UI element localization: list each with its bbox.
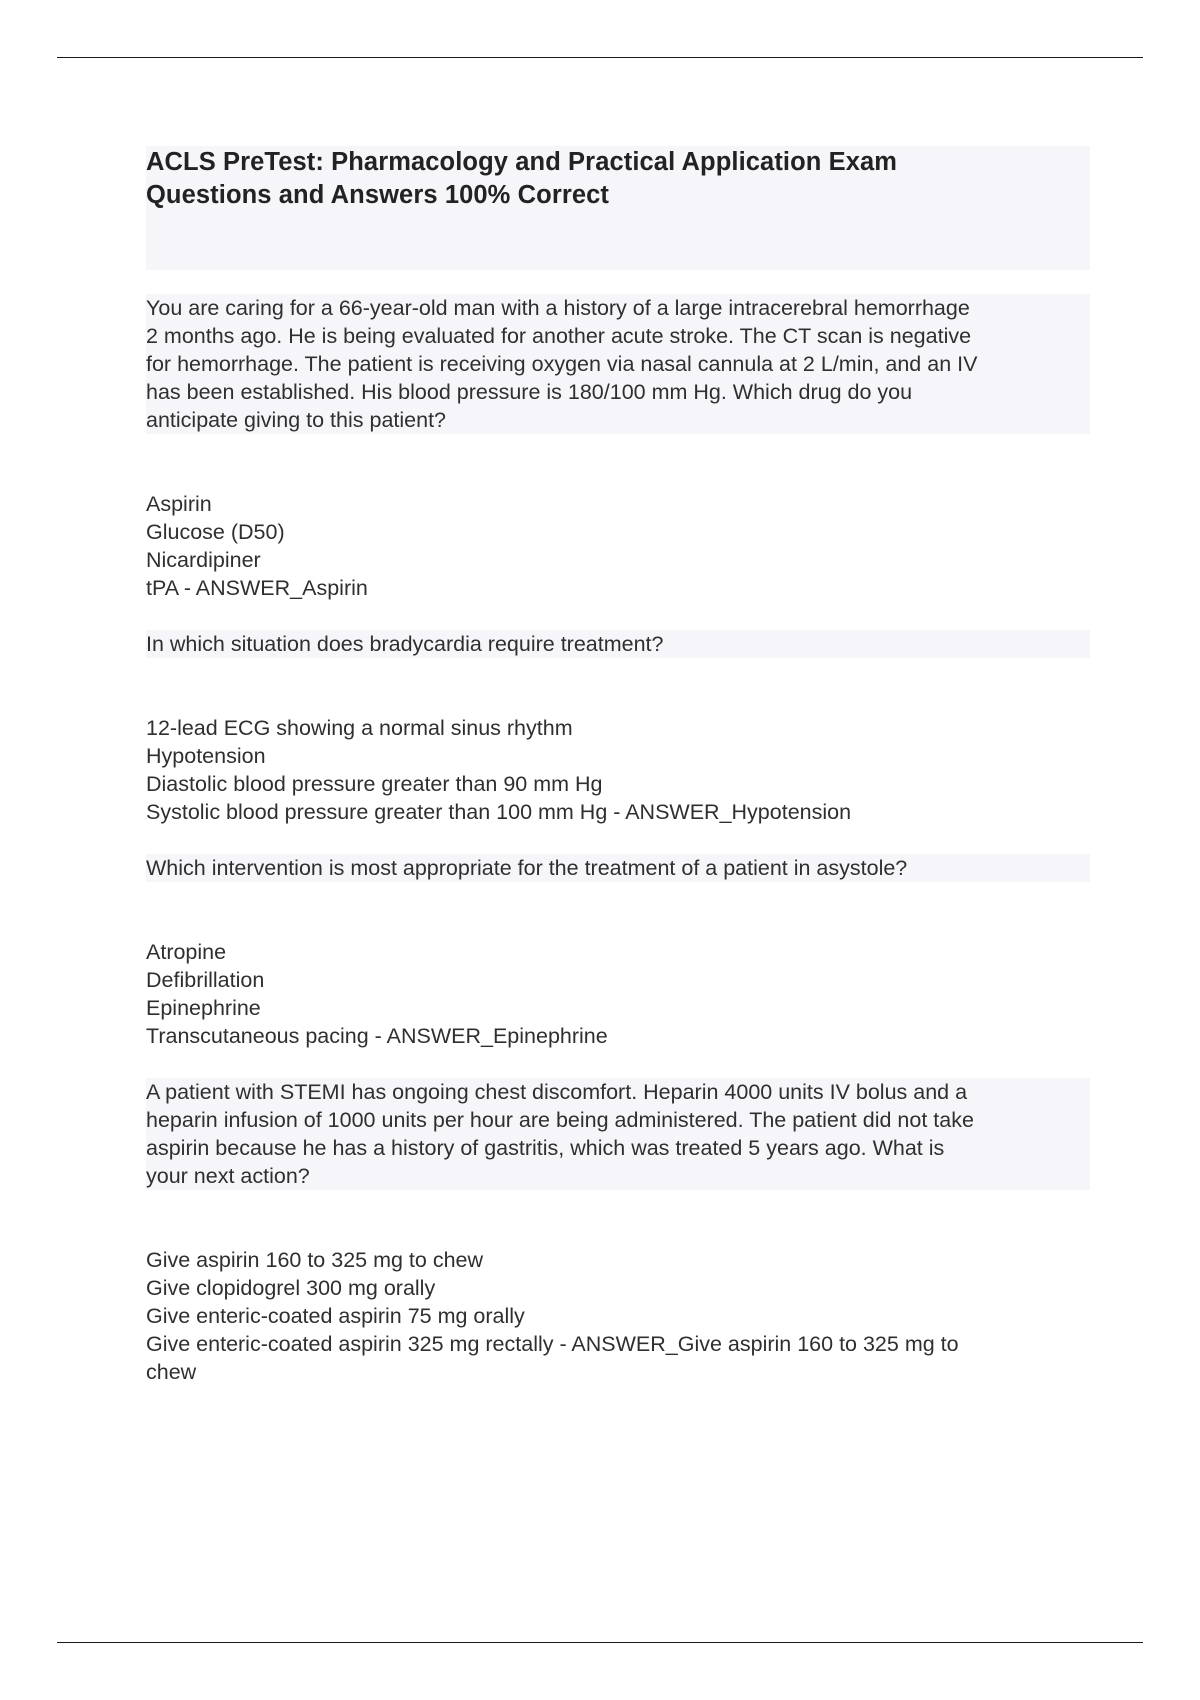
option-line: Glucose (D50) xyxy=(146,520,285,544)
option-line: chew xyxy=(146,1360,197,1384)
question-line: your next action? xyxy=(146,1164,310,1188)
spacer xyxy=(146,826,1090,854)
option-line: Give enteric-coated aspirin 325 mg rectally - ANSWER_Give aspirin 160 to 325 mg to xyxy=(146,1332,959,1356)
question-line: A patient with STEMI has ongoing chest discomfort. Heparin 4000 units IV bolus and a xyxy=(146,1080,968,1104)
question-line: anticipate giving to this patient? xyxy=(146,408,447,432)
document-body xyxy=(146,294,1090,1386)
question-block-3 xyxy=(146,854,1090,1050)
document-title xyxy=(146,146,1090,212)
option-line: Aspirin xyxy=(146,492,212,516)
top-rule xyxy=(57,57,1143,58)
option-line: Give aspirin 160 to 325 mg to chew xyxy=(146,1248,484,1272)
question-block-2 xyxy=(146,630,1090,826)
title-block xyxy=(146,146,1090,270)
question-text xyxy=(146,1078,1090,1190)
option-line: Nicardipiner xyxy=(146,548,261,572)
answer-options xyxy=(146,490,1090,602)
option-line: Give clopidogrel 300 mg orally xyxy=(146,1276,436,1300)
question-line: has been established. His blood pressure is 180/100 mm Hg. Which drug do you xyxy=(146,380,913,404)
option-line: Hypotension xyxy=(146,744,266,768)
spacer xyxy=(146,1190,1090,1246)
question-line: heparin infusion of 1000 units per hour are being administered. The patient did not take xyxy=(146,1108,974,1132)
question-line: You are caring for a 66-year-old man with a history of a large intracerebral hemorrhage xyxy=(146,296,970,320)
question-line: 2 months ago. He is being evaluated for another acute stroke. The CT scan is negative xyxy=(146,324,972,348)
answer-options xyxy=(146,1246,1090,1386)
option-line: Transcutaneous pacing - ANSWER_Epinephrine xyxy=(146,1024,608,1048)
option-line: Systolic blood pressure greater than 100 mm Hg - ANSWER_Hypotension xyxy=(146,800,852,824)
spacer xyxy=(146,602,1090,630)
question-line: aspirin because he has a history of gastritis, which was treated 5 years ago. What is xyxy=(146,1136,945,1160)
question-line: for hemorrhage. The patient is receiving oxygen via nasal cannula at 2 L/min, and an IV xyxy=(146,352,978,376)
option-line: Diastolic blood pressure greater than 90 mm Hg xyxy=(146,772,603,796)
spacer xyxy=(146,434,1090,490)
answer-options xyxy=(146,938,1090,1050)
question-text xyxy=(146,630,1090,658)
question-block-1 xyxy=(146,294,1090,602)
option-line: Defibrillation xyxy=(146,968,265,992)
spacer xyxy=(146,1050,1090,1078)
option-line: tPA - ANSWER_Aspirin xyxy=(146,576,368,600)
answer-options xyxy=(146,714,1090,826)
spacer xyxy=(146,882,1090,938)
title-line: Questions and Answers 100% Correct xyxy=(146,181,610,209)
option-line: 12-lead ECG showing a normal sinus rhythm xyxy=(146,716,573,740)
option-line: Epinephrine xyxy=(146,996,261,1020)
question-line: Which intervention is most appropriate for the treatment of a patient in asystole? xyxy=(146,856,908,880)
option-line: Give enteric-coated aspirin 75 mg orally xyxy=(146,1304,525,1328)
question-line: In which situation does bradycardia require treatment? xyxy=(146,632,664,656)
question-text xyxy=(146,854,1090,882)
question-text xyxy=(146,294,1090,434)
question-block-4 xyxy=(146,1078,1090,1386)
spacer xyxy=(146,658,1090,714)
title-line: ACLS PreTest: Pharmacology and Practical Application Exam xyxy=(146,148,898,176)
option-line: Atropine xyxy=(146,940,227,964)
bottom-rule xyxy=(57,1642,1143,1643)
